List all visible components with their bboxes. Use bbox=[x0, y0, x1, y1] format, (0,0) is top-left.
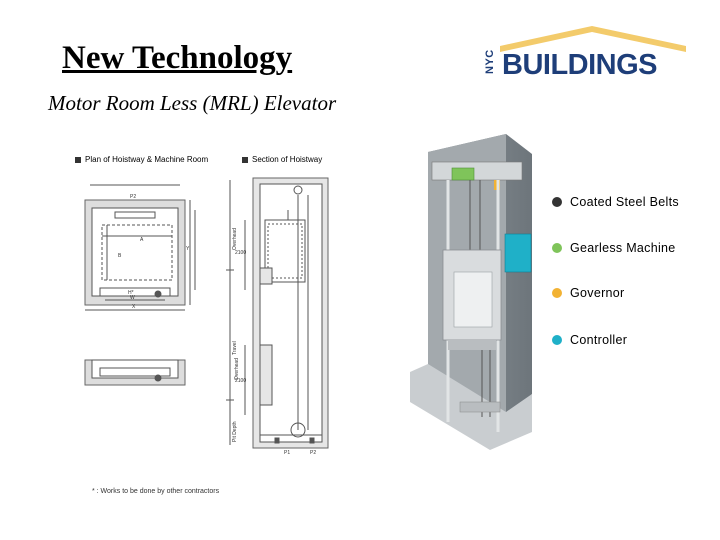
legend-label-governor: Governor bbox=[570, 286, 625, 300]
section-header-label: Section of Hoistway bbox=[252, 155, 323, 164]
plan-label-h: H* bbox=[128, 290, 134, 296]
cyan-dot-icon bbox=[552, 335, 562, 345]
section-label-dim1: 2100 bbox=[235, 250, 247, 256]
yellow-dot-icon bbox=[552, 288, 562, 298]
plan-view-lower bbox=[85, 360, 185, 385]
legend-label-controller: Controller bbox=[570, 333, 628, 347]
nyc-buildings-logo bbox=[482, 24, 688, 80]
section-label-overhead: Overhead bbox=[234, 358, 240, 380]
slide-title: New Technology bbox=[62, 40, 293, 76]
plan-label-y: Y bbox=[186, 246, 190, 252]
plan-label-a: A bbox=[140, 237, 144, 243]
section-label-travel: Travel bbox=[232, 341, 238, 355]
logo-buildings-text: BUILDINGS bbox=[502, 49, 657, 81]
section-label-p1: P1 bbox=[284, 450, 291, 456]
legend-label-belts: Coated Steel Belts bbox=[570, 195, 679, 209]
section-label-pit-depth: Pit Depth bbox=[232, 421, 238, 442]
section-view bbox=[226, 178, 328, 448]
legend-item-controller bbox=[552, 333, 627, 347]
plan-view bbox=[85, 185, 195, 310]
mrl-elevator-illustration bbox=[410, 132, 540, 450]
legend-item-governor bbox=[552, 286, 625, 300]
plan-label-x: X bbox=[132, 304, 136, 310]
controller-icon bbox=[505, 234, 531, 272]
footnote: * : Works to be done by other contractors bbox=[92, 488, 220, 495]
hoistway-technical-drawing bbox=[60, 150, 350, 480]
section-label-dim2: 2100 bbox=[235, 378, 247, 384]
plan-label-b: B bbox=[118, 253, 122, 259]
logo-nyc-text: NYC bbox=[484, 49, 496, 74]
legend-item-machine bbox=[552, 241, 676, 255]
section-label-overhead-top: Overhead bbox=[232, 228, 238, 250]
plan-label-w: W bbox=[130, 295, 135, 301]
plan-label-p2: P2 bbox=[130, 194, 137, 200]
plan-header-label: Plan of Hoistway & Machine Room bbox=[85, 155, 209, 164]
dark-dot-icon bbox=[552, 197, 562, 207]
section-label-p2: P2 bbox=[310, 450, 317, 456]
slide-subtitle: Motor Room Less (MRL) Elevator bbox=[48, 91, 337, 115]
gearless-machine-icon bbox=[452, 168, 474, 180]
green-dot-icon bbox=[552, 243, 562, 253]
legend-item-belts bbox=[552, 195, 679, 209]
legend-label-machine: Gearless Machine bbox=[570, 241, 676, 255]
